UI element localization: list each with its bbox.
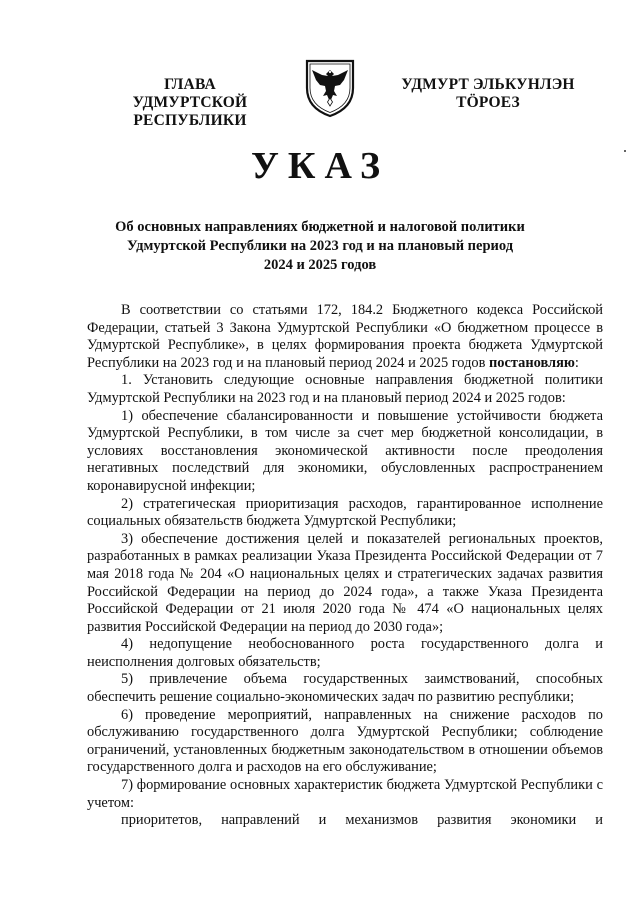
header-right-line1: УДМУРТ ЭЛЬКУНЛЭН	[401, 76, 575, 93]
document-subject	[110, 218, 530, 275]
paragraph-1-item-5: 5) привлечение объема государственных заимствований, способных обеспечить решение социально-экономических задач по развитию республики;	[87, 671, 603, 706]
paragraph-1-item-1: 1) обеспечение сбалансированности и повышение устойчивости бюджета Удмуртской Республики, в том числе за счет мер бюджетной консолидации, в условиях восстановления экономической активности после преодоления негативных последствий для экономики, обусловленных распространением коронавирусной инфекции;	[87, 407, 603, 494]
header-left-block	[80, 76, 300, 130]
subject-line2: Удмуртской Республики на 2023 год и на плановый период	[126, 238, 514, 254]
paragraph-1-item-7: 7) формирование основных характеристик бюджета Удмуртской Республики с учетом:	[87, 777, 603, 811]
preamble-paragraph	[87, 302, 603, 372]
paragraph-1-item-7-sub: приоритетов, направлений и механизмов развития экономики и	[121, 812, 603, 829]
document-title: УКАЗ	[251, 145, 389, 187]
paragraph-1: 1. Установить следующие основные направления бюджетной политики Удмуртской Республики на 2023 год и на плановый период 2024 и 2025 годов:	[87, 372, 603, 406]
decree-word: постановляю	[489, 354, 575, 371]
document-body	[87, 302, 603, 830]
header-right-line2: ТӦРОЕЗ	[456, 94, 520, 111]
header-left-line2: УДМУРТСКОЙ РЕСПУБЛИКИ	[132, 94, 248, 129]
subject-line1: Об основных направлениях бюджетной и налоговой политики	[115, 219, 525, 235]
paragraph-1-item-6: 6) проведение мероприятий, направленных на снижение расходов по обслуживанию государственного долга Удмуртской Республики; соблюдение ограничений, установленных бюджетным законодательством в отношении объемов государственного долга и расходов на его обслуживание;	[87, 706, 603, 776]
header-right-block	[398, 76, 578, 112]
header-left-line1: ГЛАВА	[164, 76, 216, 93]
subject-line3: 2024 и 2025 годов	[263, 257, 377, 273]
decree-colon: :	[574, 354, 579, 371]
paragraph-1-item-3: 3) обеспечение достижения целей и показателей региональных проектов, разработанных в рамках реализации Указа Президента Российской Федерации от 7 мая 2018 года № 204 «О национальных целях и стратегических задачах развития Российской Федерации на период до 2024 года», а также Указа Президента Российской Федерации от 21 июля 2020 года № 474 «О национальных целях развития Российской Федерации на период до 2030 года»;	[87, 530, 603, 635]
udmurt-coat-of-arms-icon	[304, 58, 356, 118]
paragraph-1-item-4: 4) недопущение необоснованного роста государственного долга и неисполнения долговых обязательств;	[87, 636, 603, 670]
preamble-text: В соответствии со статьями 172, 184.2 Бюджетного кодекса Российской Федерации, статьей 3 Закона Удмуртской Республики «О бюджетном процессе в Удмуртской Республике», в целях формирования проекта бюджета Удмуртской Республики на 2023 год и на плановый период 2024 и 2025 годов	[87, 302, 603, 371]
paragraph-1-item-2: 2) стратегическая приоритизация расходов, гарантированное исполнение социальных обязательств бюджета Удмуртской Республики;	[87, 495, 603, 530]
